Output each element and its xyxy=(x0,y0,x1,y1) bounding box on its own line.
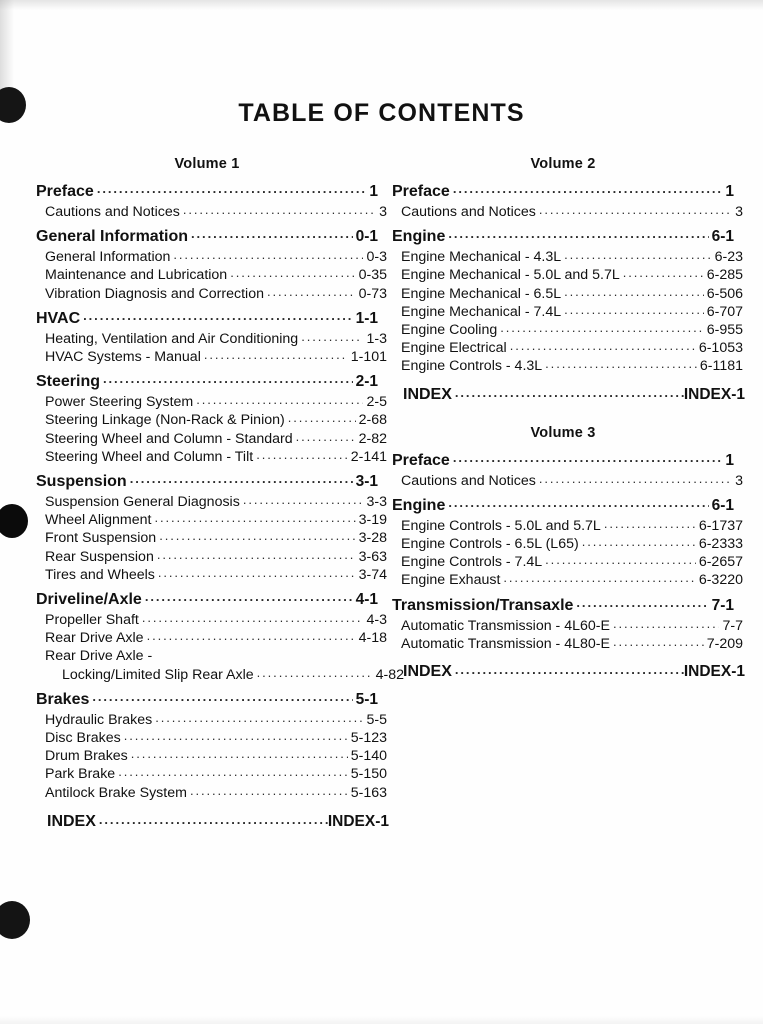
dot-leader xyxy=(564,285,704,298)
hole-punch-mark-middle xyxy=(0,504,28,538)
toc-entry-label: Engine Controls - 4.3L xyxy=(401,358,543,375)
toc-entry-label: Engine Exhaust xyxy=(401,572,501,589)
toc-entry-page-number: 2-82 xyxy=(358,430,387,447)
toc-entry-page-number: 1 xyxy=(725,451,734,469)
toc-entry-label: Engine xyxy=(392,228,446,246)
toc-entry-page-number: 3 xyxy=(379,204,387,220)
dot-leader xyxy=(157,548,356,561)
toc-entry-page-number: 1-3 xyxy=(366,330,387,347)
toc-entry[interactable] xyxy=(392,205,743,219)
toc-entry-page-number: INDEX-1 xyxy=(683,385,745,403)
toc-entry[interactable] xyxy=(392,268,743,282)
toc-entry[interactable] xyxy=(392,619,743,633)
toc-entry-page-number: 1 xyxy=(369,183,378,200)
toc-entry-label: Rear Suspension xyxy=(45,548,154,565)
toc-entry-page-number: 1-101 xyxy=(350,349,387,366)
toc-section xyxy=(36,690,387,801)
toc-index-entry[interactable] xyxy=(36,814,389,830)
toc-entry-label: Engine Cooling xyxy=(401,322,498,339)
dot-leader xyxy=(453,451,723,464)
dot-leader xyxy=(267,285,356,298)
toc-entry-wrapped[interactable] xyxy=(36,648,404,683)
toc-entry-label: Vibration Diagnosis and Correction xyxy=(45,285,264,302)
toc-entry-page-number: 6-1 xyxy=(711,228,734,246)
toc-entry-page-number: 4-3 xyxy=(366,612,387,629)
toc-entry-label: Park Brake xyxy=(45,766,116,783)
dot-leader xyxy=(545,357,697,370)
toc-section-heading[interactable] xyxy=(392,453,734,469)
toc-entry-page-number: 3-19 xyxy=(358,512,387,529)
toc-entry-label: Locking/Limited Slip Rear Axle xyxy=(62,666,254,683)
toc-entry-page-number: 7-7 xyxy=(722,617,743,634)
dot-leader xyxy=(92,690,352,703)
toc-entry-page-number: 0-3 xyxy=(366,249,387,266)
toc-entry-label: Engine Mechanical - 4.3L xyxy=(401,249,562,266)
toc-section xyxy=(392,451,743,489)
toc-entry-page-number: 1-1 xyxy=(355,309,378,327)
toc-entry-page-number: 7-1 xyxy=(711,596,734,614)
volume-heading: Volume 1 xyxy=(174,156,240,172)
toc-entry[interactable] xyxy=(36,450,387,464)
toc-entry-page-number: 6-707 xyxy=(706,303,743,320)
toc-entry-label: Suspension General Diagnosis xyxy=(45,494,240,511)
toc-entry-page-number: 2-5 xyxy=(366,394,387,411)
toc-entry-page-number: 6-1181 xyxy=(699,358,743,375)
dot-leader xyxy=(582,535,696,548)
toc-entry[interactable] xyxy=(392,250,743,264)
toc-entry[interactable] xyxy=(392,637,743,651)
toc-entry[interactable] xyxy=(36,786,387,800)
toc-section xyxy=(392,596,743,652)
dot-leader xyxy=(173,248,363,261)
toc-entry-label: Hydraulic Brakes xyxy=(45,711,153,728)
toc-index-entry[interactable] xyxy=(392,664,745,680)
toc-entry-label: Heating, Ventilation and Air Conditioning xyxy=(45,330,299,347)
toc-entry-label: Preface xyxy=(392,451,450,469)
toc-entry[interactable] xyxy=(36,332,387,346)
toc-section xyxy=(36,309,387,366)
toc-entry-page-number: 5-150 xyxy=(350,766,387,783)
toc-entry[interactable] xyxy=(392,323,743,337)
toc-entry-label: Cautions and Notices xyxy=(401,204,536,220)
toc-entry[interactable] xyxy=(36,713,387,727)
toc-entry-label: Steering Wheel and Column - Standard xyxy=(45,430,293,447)
toc-entry[interactable] xyxy=(392,555,743,569)
toc-entry-page-number: 3-3 xyxy=(366,494,387,511)
toc-section-heading[interactable] xyxy=(36,229,378,245)
toc-entry-page-number: 3 xyxy=(735,472,743,489)
toc-entry[interactable] xyxy=(36,495,387,509)
toc-entry-page-number: 3-28 xyxy=(358,530,387,547)
toc-entry-label: Engine Mechanical - 7.4L xyxy=(401,303,562,320)
toc-entry-label: Engine Controls - 6.5L (L65) xyxy=(401,536,579,553)
dot-leader xyxy=(243,493,364,506)
dot-leader xyxy=(564,248,711,261)
toc-entry-page-number: 4-1 xyxy=(355,591,378,609)
toc-section xyxy=(392,496,743,589)
dot-leader xyxy=(448,496,708,509)
toc-entry-page-number: 1 xyxy=(725,183,734,200)
toc-entry-label: Preface xyxy=(36,183,94,200)
toc-entry[interactable] xyxy=(36,550,387,564)
toc-entry-label: INDEX xyxy=(403,385,452,403)
dot-leader xyxy=(503,571,695,584)
toc-entry-label-line-1: Rear Drive Axle - xyxy=(45,648,153,665)
toc-entry-page-number: 4-18 xyxy=(358,630,387,647)
toc-section-heading[interactable] xyxy=(36,474,378,490)
volume-block-volume-2 xyxy=(392,156,745,403)
toc-entry-label: Preface xyxy=(392,183,450,200)
dot-leader xyxy=(131,747,348,760)
toc-entry-label: Disc Brakes xyxy=(45,730,121,747)
toc-entry-page-number: 0-1 xyxy=(355,228,378,246)
dot-leader xyxy=(204,348,348,361)
toc-section xyxy=(392,183,743,220)
page-title: TABLE OF CONTENTS xyxy=(238,99,525,127)
toc-entry-page-number: 5-140 xyxy=(350,748,387,765)
toc-entry[interactable] xyxy=(36,513,387,527)
toc-entry[interactable] xyxy=(392,359,743,373)
toc-entry-label: Antilock Brake System xyxy=(45,784,187,801)
dot-leader xyxy=(99,813,328,826)
toc-entry-page-number: 5-163 xyxy=(350,784,387,801)
dot-leader xyxy=(613,635,704,648)
toc-entry-page-number: 6-506 xyxy=(706,285,743,302)
toc-section xyxy=(36,228,387,302)
toc-section-heading[interactable] xyxy=(36,311,378,327)
dot-leader xyxy=(448,227,708,240)
toc-entry-label: HVAC Systems - Manual xyxy=(45,349,201,366)
dot-leader xyxy=(623,266,704,279)
toc-entry-page-number: 3-1 xyxy=(355,473,378,491)
toc-entry-label: Drum Brakes xyxy=(45,748,128,765)
toc-entry[interactable] xyxy=(36,287,387,301)
toc-section-heading[interactable] xyxy=(392,229,734,245)
toc-entry-line-2[interactable] xyxy=(36,668,404,682)
dot-leader xyxy=(130,472,353,485)
toc-entry-label: Engine Electrical xyxy=(401,340,507,357)
toc-entry-label: Steering Linkage (Non-Rack & Pinion) xyxy=(45,412,285,429)
toc-entry-label: Engine xyxy=(392,496,446,514)
toc-entry-label: Engine Controls - 5.0L and 5.7L xyxy=(401,517,601,534)
toc-entry-label: Power Steering System xyxy=(45,394,194,411)
toc-section-heading[interactable] xyxy=(36,692,378,708)
dot-leader xyxy=(154,511,355,524)
dot-leader xyxy=(455,663,684,676)
toc-entry-label: Automatic Transmission - 4L60-E xyxy=(401,617,610,634)
toc-entry[interactable] xyxy=(392,305,743,319)
toc-entry-page-number: 5-123 xyxy=(350,730,387,747)
dot-leader xyxy=(257,666,373,679)
volume-heading: Volume 3 xyxy=(530,424,596,441)
dot-leader xyxy=(288,411,356,424)
toc-entry[interactable] xyxy=(392,573,743,587)
dot-leader xyxy=(230,266,355,279)
scan-edge-bottom xyxy=(0,1016,763,1024)
dot-leader xyxy=(545,553,696,566)
toc-entry-page-number: 6-285 xyxy=(706,267,743,284)
toc-column-right xyxy=(392,156,745,684)
toc-section xyxy=(36,473,387,583)
toc-entry-label: Front Suspension xyxy=(45,530,157,547)
toc-entry-label: Steering Wheel and Column - Tilt xyxy=(45,448,254,465)
toc-entry[interactable] xyxy=(36,350,387,364)
dot-leader xyxy=(158,566,356,579)
toc-entry-label: Cautions and Notices xyxy=(401,472,536,489)
dot-leader xyxy=(124,729,348,742)
toc-entry-page-number: 0-35 xyxy=(358,267,387,284)
toc-entry-page-number: INDEX-1 xyxy=(683,663,745,681)
toc-entry-page-number: 6-2657 xyxy=(698,554,743,571)
toc-entry-page-number: 5-5 xyxy=(366,711,387,728)
dot-leader xyxy=(613,617,720,630)
toc-entry-page-number: 6-1 xyxy=(711,496,734,514)
volume-block-volume-1 xyxy=(36,156,404,830)
toc-entry-page-number: 7-209 xyxy=(706,635,743,652)
toc-section xyxy=(36,183,387,220)
toc-section xyxy=(36,591,404,683)
toc-section-heading[interactable] xyxy=(392,598,734,614)
toc-entry[interactable] xyxy=(36,749,387,763)
dot-leader xyxy=(453,182,723,195)
toc-entry[interactable] xyxy=(36,631,387,645)
dot-leader xyxy=(256,448,348,461)
toc-entry[interactable] xyxy=(36,767,387,781)
toc-entry[interactable] xyxy=(36,395,387,409)
toc-index-entry[interactable] xyxy=(392,387,745,403)
dot-leader xyxy=(500,321,703,334)
toc-entry-label: Propeller Shaft xyxy=(45,612,139,629)
toc-entry[interactable] xyxy=(392,537,743,551)
toc-entry-page-number: 2-141 xyxy=(350,448,387,465)
toc-entry[interactable] xyxy=(36,268,387,282)
toc-column-left xyxy=(36,156,404,834)
dot-leader xyxy=(510,339,696,352)
dot-leader xyxy=(539,472,732,485)
toc-entry[interactable] xyxy=(36,531,387,545)
dot-leader xyxy=(83,309,352,322)
toc-entry[interactable] xyxy=(36,205,387,219)
toc-entry[interactable] xyxy=(392,287,743,301)
toc-entry-label: Cautions and Notices xyxy=(45,204,180,220)
toc-section-heading[interactable] xyxy=(36,374,378,390)
toc-entry[interactable] xyxy=(36,568,387,582)
dot-leader xyxy=(118,765,348,778)
dot-leader xyxy=(159,529,355,542)
toc-entry-label: Transmission/Transaxle xyxy=(392,596,574,614)
dot-leader xyxy=(147,629,356,642)
toc-entry-page-number: INDEX-1 xyxy=(327,812,389,830)
toc-entry[interactable] xyxy=(36,413,387,427)
toc-section xyxy=(36,373,387,465)
toc-entry-page-number: 6-1737 xyxy=(698,517,743,534)
dot-leader xyxy=(155,711,363,724)
toc-entry[interactable] xyxy=(36,432,387,446)
dot-leader xyxy=(142,611,364,624)
dot-leader xyxy=(191,227,353,240)
toc-entry-page-number: 2-68 xyxy=(358,412,387,429)
dot-leader xyxy=(190,784,348,797)
toc-entry-label: Suspension xyxy=(36,473,127,491)
dot-leader xyxy=(296,430,356,443)
toc-entry-label: General Information xyxy=(45,249,171,266)
toc-section-heading[interactable] xyxy=(36,592,378,608)
toc-entry-page-number: 0-73 xyxy=(358,285,387,302)
toc-entry[interactable] xyxy=(36,613,387,627)
toc-entry[interactable] xyxy=(392,341,743,355)
toc-section-heading[interactable] xyxy=(392,498,734,514)
dot-leader xyxy=(97,182,367,195)
toc-entry-page-number: 4-82 xyxy=(375,666,404,683)
dot-leader xyxy=(564,303,704,316)
toc-entry-page-number: 5-1 xyxy=(355,690,378,708)
toc-entry-page-number: 3-63 xyxy=(358,548,387,565)
dot-leader xyxy=(183,203,376,216)
toc-section xyxy=(392,228,743,375)
toc-entry[interactable] xyxy=(392,474,743,488)
toc-entry-label: INDEX xyxy=(47,812,96,830)
toc-entry-label: Wheel Alignment xyxy=(45,512,152,529)
toc-entry-label: Engine Controls - 7.4L xyxy=(401,554,543,571)
toc-entry-label: Steering xyxy=(36,373,101,391)
toc-entry-label: Engine Mechanical - 5.0L and 5.7L xyxy=(401,267,620,284)
toc-entry-page-number: 3-74 xyxy=(358,566,387,583)
toc-entry-label: Maintenance and Lubrication xyxy=(45,267,228,284)
volume-block-volume-3 xyxy=(392,424,745,681)
toc-entry-page-number: 6-23 xyxy=(714,249,743,266)
toc-entry-page-number: 2-1 xyxy=(355,373,378,391)
dot-leader xyxy=(455,386,684,399)
toc-entry-label: Brakes xyxy=(36,690,90,708)
dot-leader xyxy=(103,372,353,385)
toc-entry[interactable] xyxy=(36,250,387,264)
toc-entry-label: HVAC xyxy=(36,309,81,327)
toc-entry-label: Tires and Wheels xyxy=(45,566,155,583)
dot-leader xyxy=(145,590,353,603)
toc-entry-page-number: 6-1053 xyxy=(698,340,743,357)
toc-entry[interactable] xyxy=(392,519,743,533)
toc-entry-label: Driveline/Axle xyxy=(36,591,142,609)
toc-entry-label: Rear Drive Axle xyxy=(45,630,144,647)
dot-leader xyxy=(604,517,696,530)
toc-entry-page-number: 6-3220 xyxy=(698,572,743,589)
toc-section-heading[interactable] xyxy=(36,184,378,200)
scan-edge-top xyxy=(0,0,763,10)
toc-entry-label: Engine Mechanical - 6.5L xyxy=(401,285,562,302)
toc-entry-label: INDEX xyxy=(403,663,452,681)
volume-heading: Volume 2 xyxy=(530,156,596,172)
toc-entry-page-number: 6-955 xyxy=(706,322,743,339)
toc-entry-page-number: 6-2333 xyxy=(698,536,743,553)
dot-leader xyxy=(576,596,708,609)
toc-section-heading[interactable] xyxy=(392,184,734,200)
toc-entry[interactable] xyxy=(36,731,387,745)
toc-entry-page-number: 3 xyxy=(735,204,743,220)
toc-entry-label: Automatic Transmission - 4L80-E xyxy=(401,635,610,652)
hole-punch-mark-bottom xyxy=(0,901,30,939)
toc-entry-label: General Information xyxy=(36,228,189,246)
dot-leader xyxy=(301,330,363,343)
dot-leader xyxy=(196,393,363,406)
dot-leader xyxy=(539,203,732,216)
